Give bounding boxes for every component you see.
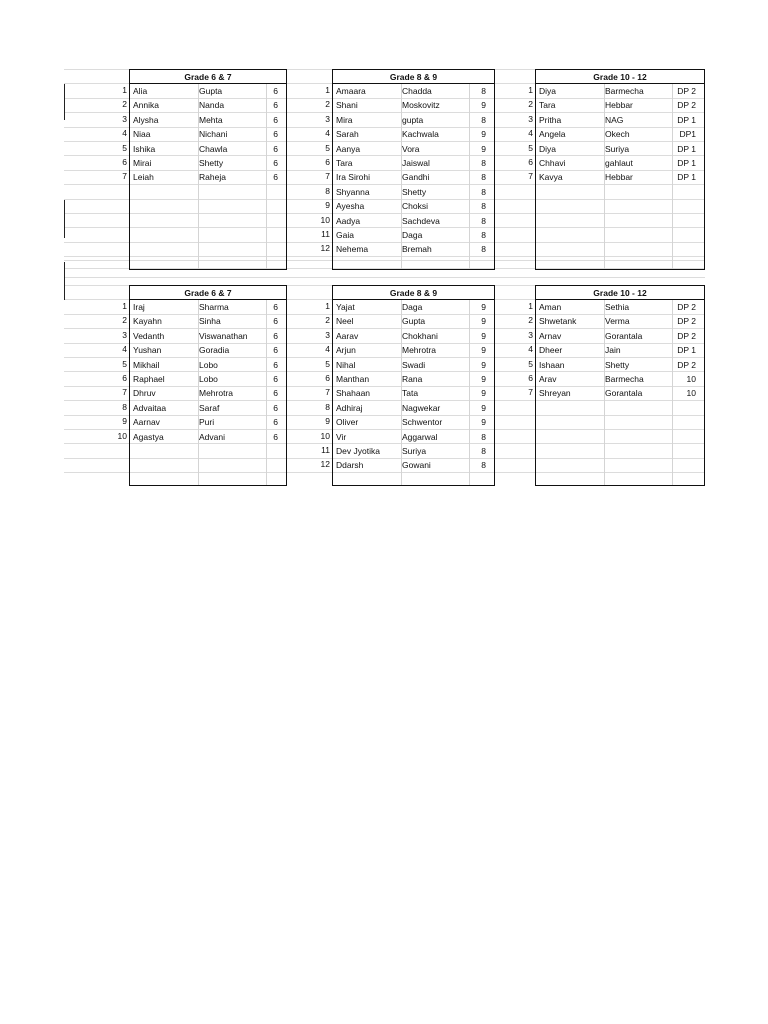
student-last-name[interactable]: Mehrotra — [199, 388, 234, 399]
student-grade[interactable]: 6 — [273, 316, 278, 327]
student-last-name[interactable]: Gupta — [199, 86, 223, 96]
student-grade[interactable]: 8 — [481, 215, 486, 226]
row-number: 2 — [122, 315, 127, 326]
row-number: 4 — [122, 344, 127, 355]
student-first-name[interactable]: Dev Jyotika — [336, 446, 380, 456]
student-first-name[interactable]: Ira Sirohi — [336, 172, 371, 183]
row-number: 10 — [320, 214, 330, 225]
row-number: 5 — [528, 358, 533, 369]
student-last-name[interactable]: Puri — [199, 417, 215, 428]
panel-title: Grade 10 - 12 — [536, 70, 704, 84]
student-first-name[interactable]: Shwetank — [539, 316, 577, 327]
student-first-name[interactable]: Mirai — [133, 158, 152, 168]
grade-panel — [332, 285, 495, 486]
student-grade[interactable]: DP 1 — [677, 172, 696, 183]
student-first-name[interactable]: Shani — [336, 100, 358, 111]
row-number: 2 — [325, 315, 330, 326]
student-first-name[interactable]: Advaitaa — [133, 402, 167, 413]
row-number: 1 — [325, 85, 330, 95]
student-first-name[interactable]: Kavya — [539, 172, 563, 183]
student-first-name[interactable]: Amaara — [336, 86, 366, 96]
student-first-name[interactable]: Shreyan — [539, 388, 571, 399]
student-first-name[interactable]: Yushan — [133, 345, 162, 356]
student-last-name[interactable]: Lobo — [199, 359, 218, 370]
student-last-name[interactable]: Hebbar — [605, 172, 633, 183]
student-last-name[interactable]: Gorantala — [605, 388, 643, 399]
student-last-name[interactable]: Aggarwal — [402, 431, 438, 442]
student-grade[interactable]: DP 1 — [677, 158, 696, 168]
column-divider — [266, 300, 267, 485]
student-first-name[interactable]: Gaia — [336, 230, 354, 240]
student-grade[interactable]: 9 — [481, 330, 486, 341]
row-number: 3 — [122, 329, 127, 340]
student-grade[interactable]: 8 — [481, 446, 486, 456]
student-grade[interactable]: DP 1 — [677, 114, 696, 125]
student-grade[interactable]: DP 1 — [677, 143, 696, 154]
student-grade[interactable]: 9 — [481, 359, 486, 370]
student-grade[interactable]: DP 2 — [677, 86, 696, 96]
student-last-name[interactable]: Suriya — [402, 446, 427, 456]
student-first-name[interactable]: Alia — [133, 86, 148, 96]
student-first-name[interactable]: Ishaan — [539, 359, 565, 370]
student-grade[interactable]: 9 — [481, 129, 486, 140]
student-last-name[interactable]: Barmecha — [605, 86, 644, 96]
student-last-name[interactable]: gupta — [402, 114, 424, 125]
student-grade[interactable]: 8 — [481, 114, 486, 125]
student-grade[interactable]: 8 — [481, 460, 486, 471]
row-number: 1 — [325, 301, 330, 311]
student-grade[interactable]: 6 — [273, 129, 278, 140]
student-first-name[interactable]: Oliver — [336, 417, 359, 428]
row-number: 12 — [320, 459, 330, 470]
student-grade[interactable]: 8 — [481, 186, 486, 197]
student-last-name[interactable]: Gorantala — [605, 330, 643, 341]
student-last-name[interactable]: gahlaut — [605, 158, 633, 168]
student-first-name[interactable]: Niaa — [133, 129, 151, 140]
student-first-name[interactable]: Nihal — [336, 359, 356, 370]
student-last-name[interactable]: Bremah — [402, 244, 432, 255]
student-grade[interactable]: 8 — [481, 172, 486, 183]
student-last-name[interactable]: Chokhani — [402, 330, 438, 341]
row-header-edge — [64, 84, 65, 120]
row-number: 6 — [528, 157, 533, 167]
row-number: 4 — [325, 128, 330, 139]
student-last-name[interactable]: Lobo — [199, 374, 218, 384]
row-number: 5 — [325, 142, 330, 153]
row-number: 5 — [528, 142, 533, 153]
student-grade[interactable]: 6 — [273, 302, 278, 312]
student-first-name[interactable]: Sarah — [336, 129, 359, 140]
student-first-name[interactable]: Annika — [133, 100, 159, 111]
student-last-name[interactable]: NAG — [605, 114, 624, 125]
row-number: 6 — [325, 373, 330, 383]
grid-line — [64, 277, 705, 278]
student-first-name[interactable]: Nehema — [336, 244, 369, 255]
row-number: 9 — [122, 416, 127, 427]
student-grade[interactable]: 9 — [481, 417, 486, 428]
student-first-name[interactable]: Diya — [539, 143, 557, 154]
student-last-name[interactable]: Nichani — [199, 129, 228, 140]
row-number: 9 — [325, 416, 330, 427]
student-last-name[interactable]: Gowani — [402, 460, 431, 471]
row-header-edge — [64, 200, 65, 238]
student-first-name[interactable]: Raphael — [133, 374, 165, 384]
student-first-name[interactable]: Shyanna — [336, 186, 370, 197]
student-last-name[interactable]: Schwentor — [402, 417, 443, 428]
row-number: 7 — [325, 387, 330, 398]
row-number: 12 — [320, 243, 330, 254]
panel-title: Grade 8 & 9 — [333, 70, 494, 84]
student-first-name[interactable]: Mikhail — [133, 359, 160, 370]
row-number: 8 — [325, 401, 330, 412]
row-number: 5 — [122, 358, 127, 369]
student-grade[interactable]: DP 2 — [677, 359, 696, 370]
row-number: 9 — [325, 200, 330, 211]
student-last-name[interactable]: Goradia — [199, 345, 230, 356]
student-grade[interactable]: 8 — [481, 158, 486, 168]
row-number: 4 — [325, 344, 330, 355]
row-number: 2 — [122, 99, 127, 110]
student-grade[interactable]: 6 — [273, 374, 278, 384]
student-grade[interactable]: 9 — [481, 402, 486, 413]
student-first-name[interactable]: Ishika — [133, 143, 156, 154]
student-grade[interactable]: 6 — [273, 114, 278, 125]
column-divider — [672, 84, 673, 269]
student-last-name[interactable]: Sinha — [199, 316, 221, 327]
student-grade[interactable]: 8 — [481, 86, 486, 96]
student-first-name[interactable]: Aman — [539, 302, 562, 312]
student-last-name[interactable]: Moskovitz — [402, 100, 440, 111]
student-grade[interactable]: DP 2 — [677, 302, 696, 312]
student-grade[interactable]: 6 — [273, 417, 278, 428]
student-last-name[interactable]: Hebbar — [605, 100, 633, 111]
row-number: 10 — [320, 430, 330, 441]
row-number: 1 — [122, 85, 127, 95]
row-number: 10 — [117, 430, 127, 441]
student-grade[interactable]: 8 — [481, 230, 486, 240]
student-grade[interactable]: 8 — [481, 431, 486, 442]
grade-panel — [332, 69, 495, 270]
student-last-name[interactable]: Tata — [402, 388, 419, 399]
student-last-name[interactable]: Sachdeva — [402, 215, 440, 226]
student-grade[interactable]: 6 — [273, 402, 278, 413]
student-last-name[interactable]: Jaiswal — [402, 158, 430, 168]
student-last-name[interactable]: Sharma — [199, 302, 229, 312]
row-number: 7 — [122, 171, 127, 182]
student-first-name[interactable]: Alysha — [133, 114, 159, 125]
student-grade[interactable]: 9 — [481, 374, 486, 384]
student-grade[interactable]: 8 — [481, 244, 486, 255]
student-first-name[interactable]: Pritha — [539, 114, 562, 125]
panel-title: Grade 8 & 9 — [333, 286, 494, 300]
student-grade[interactable]: 9 — [481, 302, 486, 312]
row-number: 1 — [528, 85, 533, 95]
row-number: 11 — [321, 445, 330, 455]
student-first-name[interactable]: Aarnav — [133, 417, 160, 428]
student-first-name[interactable]: Tara — [539, 100, 556, 111]
student-last-name[interactable]: Mehrotra — [402, 345, 437, 356]
row-number: 3 — [528, 329, 533, 340]
student-first-name[interactable]: Vir — [336, 431, 347, 442]
grade-panel — [535, 285, 705, 486]
student-first-name[interactable]: Arjun — [336, 345, 356, 356]
row-number: 4 — [122, 128, 127, 139]
student-first-name[interactable]: Neel — [336, 316, 354, 327]
student-grade[interactable]: 9 — [481, 143, 486, 154]
student-first-name[interactable]: Arnav — [539, 330, 562, 341]
student-last-name[interactable]: Chadda — [402, 86, 432, 96]
student-last-name[interactable]: Daga — [402, 302, 423, 312]
row-number: 8 — [325, 185, 330, 196]
column-divider — [469, 300, 470, 485]
column-divider — [672, 300, 673, 485]
student-first-name[interactable]: Aadya — [336, 215, 361, 226]
student-grade[interactable]: DP 1 — [677, 345, 696, 356]
student-grade[interactable]: 8 — [481, 201, 486, 212]
column-divider — [266, 84, 267, 269]
row-number: 5 — [325, 358, 330, 369]
student-grade[interactable]: 6 — [273, 100, 278, 111]
student-grade[interactable]: 9 — [481, 316, 486, 327]
row-number: 6 — [122, 157, 127, 167]
student-last-name[interactable]: Advani — [199, 431, 225, 442]
student-first-name[interactable]: Ddarsh — [336, 460, 364, 471]
student-grade[interactable]: DP 2 — [677, 100, 696, 111]
student-grade[interactable]: 10 — [686, 374, 696, 384]
student-last-name[interactable]: Shetty — [199, 158, 224, 168]
row-number: 2 — [528, 99, 533, 110]
student-grade[interactable]: 6 — [273, 359, 278, 370]
student-grade[interactable]: 6 — [273, 86, 278, 96]
row-number: 3 — [122, 113, 127, 124]
grade-panel — [535, 69, 705, 270]
student-grade[interactable]: 6 — [273, 431, 278, 442]
row-number: 6 — [528, 373, 533, 383]
column-divider — [469, 84, 470, 269]
student-grade[interactable]: 6 — [273, 345, 278, 356]
row-number: 4 — [528, 128, 533, 139]
student-last-name[interactable]: Nanda — [199, 100, 225, 111]
row-header-edge — [64, 262, 65, 300]
row-number: 6 — [122, 373, 127, 383]
student-grade[interactable]: 9 — [481, 388, 486, 399]
panel-title: Grade 6 & 7 — [130, 286, 286, 300]
student-grade[interactable]: 9 — [481, 100, 486, 111]
grade-panel — [129, 285, 287, 486]
student-grade[interactable]: DP 2 — [677, 316, 696, 327]
student-last-name[interactable]: Barmecha — [605, 374, 644, 384]
student-grade[interactable]: 6 — [273, 388, 278, 399]
student-last-name[interactable]: Viswanathan — [199, 330, 248, 341]
student-last-name[interactable]: Rana — [402, 374, 423, 384]
student-first-name[interactable]: Iraj — [133, 302, 145, 312]
student-last-name[interactable]: Mehta — [199, 114, 223, 125]
student-first-name[interactable]: Leiah — [133, 172, 154, 183]
student-first-name[interactable]: Tara — [336, 158, 353, 168]
student-first-name[interactable]: Ayesha — [336, 201, 365, 212]
student-first-name[interactable]: Angela — [539, 129, 566, 140]
student-first-name[interactable]: Manthan — [336, 374, 370, 384]
student-first-name[interactable]: Adhiraj — [336, 402, 363, 413]
student-last-name[interactable]: Vora — [402, 143, 420, 154]
student-first-name[interactable]: Arav — [539, 374, 557, 384]
student-last-name[interactable]: Okech — [605, 129, 630, 140]
student-grade[interactable]: DP 2 — [677, 330, 696, 341]
row-number: 3 — [528, 113, 533, 124]
student-first-name[interactable]: Aarav — [336, 330, 359, 341]
student-grade[interactable]: 6 — [273, 143, 278, 154]
student-first-name[interactable]: Dheer — [539, 345, 563, 356]
student-first-name[interactable]: Aanya — [336, 143, 361, 154]
student-last-name[interactable]: Gupta — [402, 316, 426, 327]
row-number: 5 — [122, 142, 127, 153]
student-grade[interactable]: 6 — [273, 158, 278, 168]
row-number: 1 — [528, 301, 533, 311]
student-first-name[interactable]: Yajat — [336, 302, 355, 312]
student-first-name[interactable]: Dhruv — [133, 388, 156, 399]
student-last-name[interactable]: Nagwekar — [402, 402, 441, 413]
student-last-name[interactable]: Shetty — [605, 359, 630, 370]
student-last-name[interactable]: Gandhi — [402, 172, 430, 183]
student-last-name[interactable]: Jain — [605, 345, 621, 356]
row-number: 7 — [528, 387, 533, 398]
row-number: 1 — [122, 301, 127, 311]
student-last-name[interactable]: Shetty — [402, 186, 427, 197]
row-number: 2 — [325, 99, 330, 110]
panel-title: Grade 6 & 7 — [130, 70, 286, 84]
student-last-name[interactable]: Verma — [605, 316, 630, 327]
row-number: 7 — [325, 171, 330, 182]
row-number: 11 — [321, 229, 330, 239]
student-first-name[interactable]: Vedanth — [133, 330, 165, 341]
student-grade[interactable]: 6 — [273, 330, 278, 341]
student-last-name[interactable]: Choksi — [402, 201, 428, 212]
student-first-name[interactable]: Mira — [336, 114, 353, 125]
student-last-name[interactable]: Suriya — [605, 143, 630, 154]
student-last-name[interactable]: Swadi — [402, 359, 426, 370]
row-number: 2 — [528, 315, 533, 326]
student-grade[interactable]: DP1 — [679, 129, 696, 140]
student-first-name[interactable]: Chhavi — [539, 158, 566, 168]
student-first-name[interactable]: Agastya — [133, 431, 164, 442]
grade-panel — [129, 69, 287, 270]
student-last-name[interactable]: Sethia — [605, 302, 630, 312]
student-last-name[interactable]: Raheja — [199, 172, 226, 183]
student-grade[interactable]: 10 — [686, 388, 696, 399]
row-number: 6 — [325, 157, 330, 167]
student-first-name[interactable]: Kayahn — [133, 316, 162, 327]
student-last-name[interactable]: Kachwala — [402, 129, 439, 140]
student-grade[interactable]: 6 — [273, 172, 278, 183]
row-number: 4 — [528, 344, 533, 355]
row-number: 3 — [325, 113, 330, 124]
student-grade[interactable]: 9 — [481, 345, 486, 356]
student-last-name[interactable]: Daga — [402, 230, 423, 240]
row-number: 8 — [122, 401, 127, 412]
student-first-name[interactable]: Shahaan — [336, 388, 371, 399]
row-number: 3 — [325, 329, 330, 340]
row-number: 7 — [528, 171, 533, 182]
student-last-name[interactable]: Saraf — [199, 402, 220, 413]
row-number: 7 — [122, 387, 127, 398]
student-first-name[interactable]: Diya — [539, 86, 557, 96]
panel-title: Grade 10 - 12 — [536, 286, 704, 300]
student-last-name[interactable]: Chawla — [199, 143, 228, 154]
